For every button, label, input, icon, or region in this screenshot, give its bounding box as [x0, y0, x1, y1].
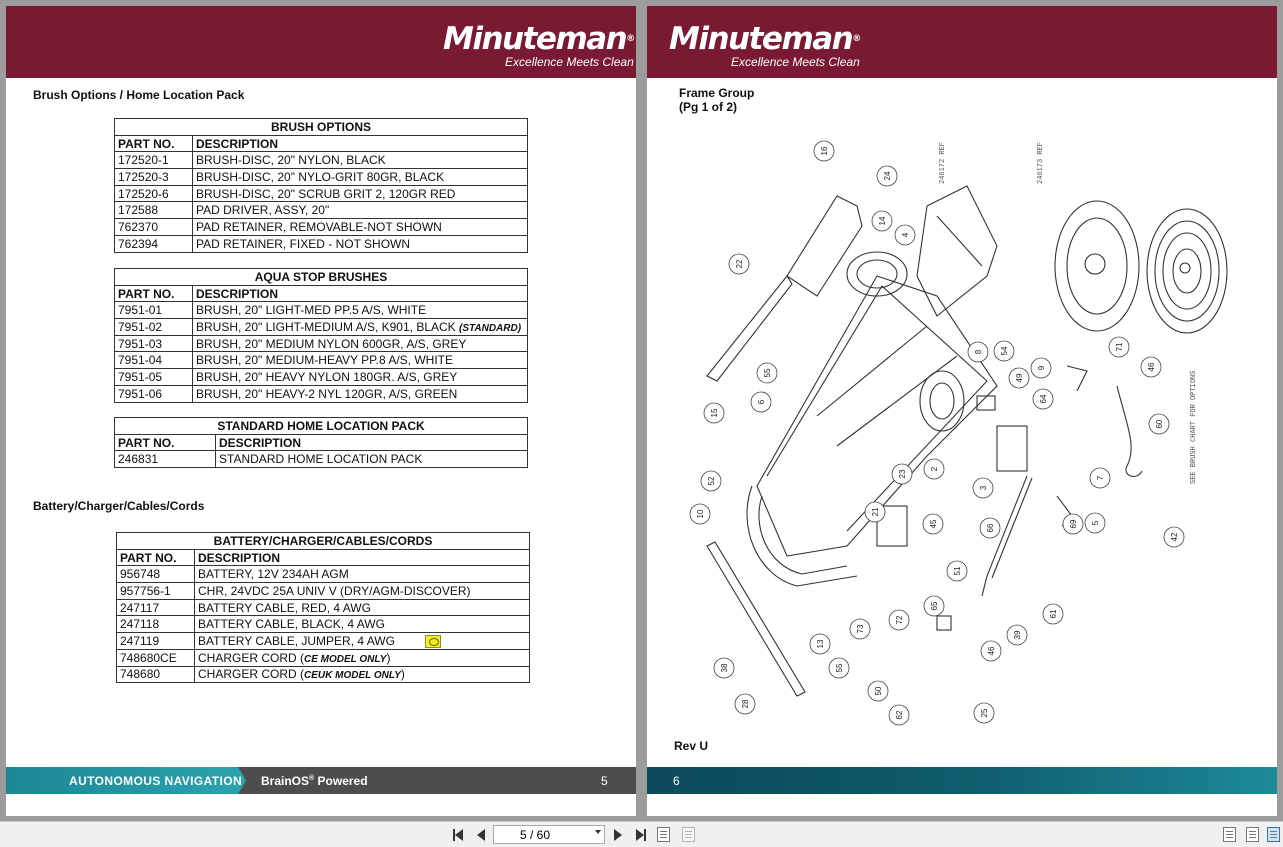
callout-number: 55	[835, 663, 844, 673]
callout-bubble	[872, 211, 892, 231]
first-page-icon-arrow	[455, 829, 463, 841]
callout-bubble	[968, 342, 988, 362]
table-row	[115, 352, 528, 369]
callout-bubble	[924, 596, 944, 616]
callout-number: 55	[763, 368, 772, 378]
page-indicator: 5 / 60	[520, 828, 551, 842]
description-cell: BRUSH, 20" MEDIUM-HEAVY PP.8 A/S, WHITE	[193, 352, 528, 369]
callout-number: 49	[1015, 373, 1024, 383]
fit-width-button[interactable]	[682, 827, 695, 842]
callout-number: 50	[874, 686, 883, 696]
callout-number: 46	[987, 646, 996, 656]
table-row	[115, 202, 528, 219]
part-number-cell: 7951-01	[115, 302, 193, 319]
home-location-pack-table	[114, 417, 528, 468]
callout-number: 2	[930, 466, 939, 472]
callout-number: 65	[930, 601, 939, 611]
callout-number: 9	[1037, 365, 1046, 371]
page-footer	[6, 767, 636, 794]
next-page-icon	[614, 829, 622, 841]
callout-number: 14	[878, 216, 887, 226]
description-cell: PAD RETAINER, FIXED - NOT SHOWN	[193, 235, 528, 252]
comment-annotation-icon[interactable]	[425, 635, 441, 648]
callout-bubble	[1009, 368, 1029, 388]
table-title: BRUSH OPTIONS	[115, 119, 528, 136]
callout-bubble	[1033, 389, 1053, 409]
callout-number: 8	[974, 349, 983, 355]
description-cell: PAD RETAINER, REMOVABLE-NOT SHOWN	[193, 219, 528, 236]
previous-page-button[interactable]	[473, 827, 489, 843]
callout-numbers	[690, 141, 1184, 725]
callout-bubble	[1109, 337, 1129, 357]
callout-bubble	[895, 225, 915, 245]
callout-number: 72	[895, 615, 904, 625]
callout-number: 61	[1049, 609, 1058, 619]
callout-bubble	[877, 166, 897, 186]
table-row	[117, 583, 530, 600]
callout-number: 6	[757, 399, 766, 405]
description-cell: BRUSH, 20" HEAVY-2 NYL 120GR, A/S, GREEN	[193, 385, 528, 402]
callout-number: 28	[741, 699, 750, 709]
callout-number: 71	[1115, 342, 1124, 352]
logo-word: Minuteman	[443, 21, 627, 57]
callout-bubble	[889, 705, 909, 725]
callout-bubble	[1085, 513, 1105, 533]
drawing-title: Frame Group	[679, 86, 755, 100]
continuous-view-button[interactable]	[1246, 827, 1259, 842]
description-cell: BATTERY CABLE, BLACK, 4 AWG	[195, 616, 530, 633]
callout-bubble	[1043, 604, 1063, 624]
drawing-subtitle: (Pg 1 of 2)	[679, 100, 738, 114]
part-number-cell: 762394	[115, 235, 193, 252]
brush-options-table	[114, 118, 528, 253]
callout-number: 69	[1069, 519, 1078, 529]
callout-number: 64	[1039, 394, 1048, 404]
callout-number: 51	[953, 566, 962, 576]
table-row	[117, 666, 530, 683]
callout-number: 54	[1000, 346, 1009, 356]
callout-number: 52	[707, 476, 716, 486]
section-title-battery: Battery/Charger/Cables/Cords	[33, 499, 205, 513]
table-row	[115, 235, 528, 252]
model-note: CE MODEL ONLY	[304, 653, 387, 665]
callout-bubble	[1031, 358, 1051, 378]
revision-label: Rev U	[674, 739, 709, 753]
description-cell: STANDARD HOME LOCATION PACK	[216, 451, 528, 468]
callout-bubble	[810, 634, 830, 654]
callout-bubble	[924, 459, 944, 479]
table-row	[115, 335, 528, 352]
description-cell: BRUSH, 20" LIGHT-MEDIUM A/S, K901, BLACK (STANDARD)	[193, 319, 528, 336]
column-header-description: DESCRIPTION	[193, 285, 528, 302]
logo-word: Minuteman	[669, 21, 853, 57]
table-row	[117, 633, 530, 650]
right-page	[647, 6, 1277, 816]
logo-tagline: Excellence Meets Clean	[731, 55, 860, 69]
callout-bubble	[1141, 357, 1161, 377]
callout-bubble	[1090, 468, 1110, 488]
callout-bubble	[889, 610, 909, 630]
description-cell: CHARGER CORD (CE MODEL ONLY)	[195, 649, 530, 666]
column-header-description: DESCRIPTION	[195, 549, 530, 566]
callout-number: 4	[901, 232, 910, 238]
part-number-cell: 247118	[117, 616, 195, 633]
column-header-description: DESCRIPTION	[216, 434, 528, 451]
description-cell: PAD DRIVER, ASSY, 20"	[193, 202, 528, 219]
model-note: CEUK MODEL ONLY	[304, 670, 401, 682]
description-cell: BRUSH, 20" HEAVY NYLON 180GR. A/S, GREY	[193, 369, 528, 386]
left-page	[6, 6, 636, 816]
table-row	[115, 152, 528, 169]
table-row	[115, 451, 528, 468]
callout-bubble	[757, 363, 777, 383]
part-number-cell: 956748	[117, 566, 195, 583]
part-number-cell: 7951-02	[115, 319, 193, 336]
callout-bubble	[735, 694, 755, 714]
logo-tagline: Excellence Meets Clean	[505, 55, 634, 69]
page-footer	[647, 767, 1277, 794]
table-row	[115, 319, 528, 336]
minuteman-logo	[443, 21, 634, 69]
callout-bubble	[981, 641, 1001, 661]
part-number-cell: 957756-1	[117, 583, 195, 600]
callout-number: 23	[898, 469, 907, 479]
callout-number: 39	[1013, 630, 1022, 640]
logo-reg: ®	[852, 34, 860, 44]
table-title: BATTERY/CHARGER/CABLES/CORDS	[117, 533, 530, 550]
standard-note: (STANDARD)	[459, 322, 522, 334]
callout-bubble	[714, 658, 734, 678]
callout-bubble	[701, 471, 721, 491]
callout-bubble	[974, 703, 994, 723]
callout-bubble	[892, 464, 912, 484]
callout-bubble	[1149, 414, 1169, 434]
description-cell: CHARGER CORD (CEUK MODEL ONLY)	[195, 666, 530, 683]
part-number-cell: 172520-6	[115, 185, 193, 202]
part-number-cell: 748680	[117, 666, 195, 683]
table-row	[115, 369, 528, 386]
part-number-cell: 7951-05	[115, 369, 193, 386]
last-page-button[interactable]	[633, 827, 649, 843]
page-number: 5	[601, 774, 608, 788]
callout-bubble	[829, 658, 849, 678]
callout-number: 38	[720, 663, 729, 673]
ref-label: 246173 REF	[1037, 141, 1045, 184]
callout-number: 10	[696, 509, 705, 519]
chevron-down-icon	[595, 830, 601, 834]
description-cell: BATTERY CABLE, JUMPER, 4 AWG	[195, 633, 530, 650]
table-row	[117, 599, 530, 616]
part-number-cell: 7951-04	[115, 352, 193, 369]
powered-label: Powered	[314, 774, 368, 788]
column-header-part-no: PART NO.	[115, 434, 216, 451]
table-row	[117, 566, 530, 583]
callout-bubble	[814, 141, 834, 161]
part-number-cell: 762370	[115, 219, 193, 236]
table-row	[115, 219, 528, 236]
part-number-cell: 748680CE	[117, 649, 195, 666]
callout-number: 42	[1170, 532, 1179, 542]
previous-page-icon	[477, 829, 485, 841]
description-cell: BRUSH-DISC, 20" SCRUB GRIT 2, 120GR RED	[193, 185, 528, 202]
part-number-cell: 247119	[117, 633, 195, 650]
column-header-part-no: PART NO.	[115, 135, 193, 152]
last-page-icon	[636, 829, 644, 841]
table-row	[117, 616, 530, 633]
single-page-view-button[interactable]	[1223, 827, 1236, 842]
logo-reg: ®	[626, 34, 634, 44]
description-cell: BRUSH, 20" MEDIUM NYLON 600GR, A/S, GREY	[193, 335, 528, 352]
column-header-description: DESCRIPTION	[193, 135, 528, 152]
description-cell: CHR, 24VDC 25A UNIV V (DRY/AGM-DISCOVER)	[195, 583, 530, 600]
part-number-cell: 172520-3	[115, 169, 193, 186]
first-page-button[interactable]	[450, 827, 466, 843]
description-cell: BRUSH-DISC, 20" NYLON, BLACK	[193, 152, 528, 169]
battery-charger-table	[116, 532, 530, 683]
callout-number: 21	[871, 507, 880, 517]
callout-bubble	[973, 478, 993, 498]
frame-group-exploded-drawing	[697, 126, 1217, 731]
table-row	[115, 169, 528, 186]
part-number-cell: 7951-03	[115, 335, 193, 352]
description-cell: BATTERY, 12V 234AH AGM	[195, 566, 530, 583]
brainos-label: BrainOS	[261, 774, 310, 788]
callout-number: 73	[856, 624, 865, 634]
callout-number: 15	[710, 408, 719, 418]
brainos-reg: ®	[309, 775, 315, 782]
callout-number: 22	[735, 259, 744, 269]
callout-bubble	[1164, 527, 1184, 547]
table-row	[115, 385, 528, 402]
callout-number: 3	[979, 485, 988, 491]
callout-bubble	[865, 502, 885, 522]
footer-brainos	[261, 774, 368, 788]
viewer-toolbar	[0, 821, 1283, 847]
callout-bubble	[994, 341, 1014, 361]
callout-bubble	[729, 254, 749, 274]
callout-number: 13	[816, 639, 825, 649]
callout-number: 7	[1096, 475, 1105, 481]
next-page-button[interactable]	[610, 827, 626, 843]
callout-number: 5	[1091, 520, 1100, 526]
callout-bubble	[1007, 625, 1027, 645]
aqua-stop-brushes-table	[114, 268, 528, 403]
column-header-part-no: PART NO.	[115, 285, 193, 302]
table-title: AQUA STOP BRUSHES	[115, 269, 528, 286]
ref-label: 246172 REF	[939, 141, 947, 184]
part-number-cell: 7951-06	[115, 385, 193, 402]
page-header	[647, 6, 1277, 78]
description-cell: BATTERY CABLE, RED, 4 AWG	[195, 599, 530, 616]
column-header-part-no: PART NO.	[117, 549, 195, 566]
table-row	[117, 649, 530, 666]
callout-number: 66	[986, 523, 995, 533]
section-title-brush-options: Brush Options / Home Location Pack	[33, 88, 245, 102]
side-note: SEE BRUSH CHART FOR OPTIONS	[1190, 370, 1198, 484]
callout-number: 46	[1147, 362, 1156, 372]
callout-number: 62	[895, 710, 904, 720]
page-number-select[interactable]	[493, 825, 605, 844]
callout-number: 16	[820, 146, 829, 156]
page-number: 6	[673, 774, 680, 788]
callout-bubble	[868, 681, 888, 701]
callout-bubble	[980, 518, 1000, 538]
part-number-cell: 172588	[115, 202, 193, 219]
callout-number: 45	[929, 519, 938, 529]
fit-page-button[interactable]	[657, 827, 670, 842]
callout-bubble	[923, 514, 943, 534]
description-cell: BRUSH-DISC, 20" NYLO-GRIT 80GR, BLACK	[193, 169, 528, 186]
frame-parts-linework	[707, 186, 1227, 696]
callout-bubble	[690, 504, 710, 524]
table-row	[115, 302, 528, 319]
callout-bubble	[1063, 514, 1083, 534]
callout-number: 60	[1155, 419, 1164, 429]
table-row	[115, 185, 528, 202]
table-title: STANDARD HOME LOCATION PACK	[115, 418, 528, 435]
minuteman-logo	[669, 21, 860, 69]
callout-number: 25	[980, 708, 989, 718]
page-header	[6, 6, 636, 78]
callout-bubble	[850, 619, 870, 639]
footer-autonomous-navigation: AUTONOMOUS NAVIGATION	[69, 774, 243, 788]
callout-number: 24	[883, 171, 892, 181]
part-number-cell: 246831	[115, 451, 216, 468]
part-number-cell: 247117	[117, 599, 195, 616]
callout-bubble	[704, 403, 724, 423]
callout-bubble	[947, 561, 967, 581]
two-page-view-button[interactable]	[1267, 827, 1280, 842]
description-cell: BRUSH, 20" LIGHT-MED PP.5 A/S, WHITE	[193, 302, 528, 319]
last-page-icon-bar	[644, 829, 646, 841]
callout-bubble	[751, 392, 771, 412]
part-number-cell: 172520-1	[115, 152, 193, 169]
